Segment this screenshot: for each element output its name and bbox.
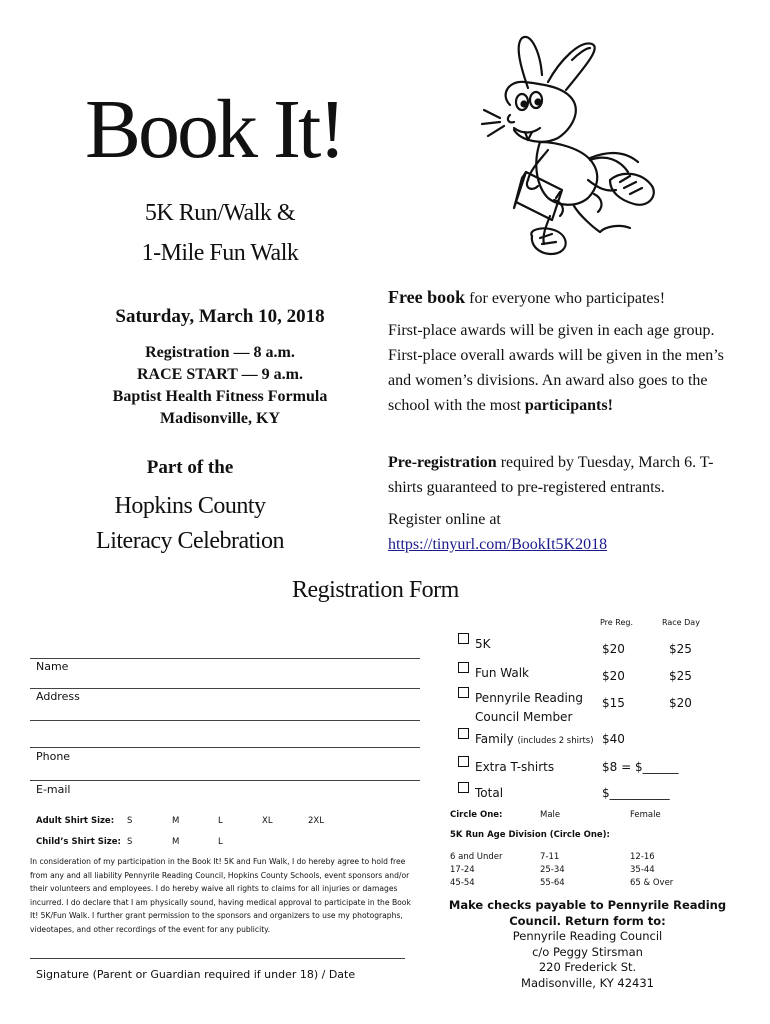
checkbox-total[interactable] [458,782,469,793]
payment-line-1: Make checks payable to Pennyrile Reading [448,898,727,912]
payment-line-5: 220 Frederick St. [538,960,637,974]
option-family-text: Family [475,732,514,746]
checkbox-council-member[interactable] [458,687,469,698]
adult-size-m[interactable]: M [172,816,180,826]
liability-waiver: In consideration of my participation in the Book It! 5K and Fun Walk, I do hereby agree to hold free from any and all liability Pennyrile Reading Council, Hopkins County Schools, event sponsors and/or their volunteers and employees. I do hereby waive all rights to claims for all injuries or damages incurred. I do declare that I am physically sound, having medical approval to participate in the Book It! 5K/Fun Walk. I further grant permission to the sponsors and organizers to use my photographs, videotapes, and other recordings of the event for any publicity. [30,857,411,934]
age-65-over[interactable]: 65 & Over [630,878,674,888]
age-6-under[interactable]: 6 and Under [450,852,503,862]
free-book-rest: for everyone who participates! [465,290,666,307]
phone-line[interactable] [30,747,420,748]
page-title: Book It! [85,83,344,176]
address-line-2[interactable] [30,720,420,721]
child-size-l[interactable]: L [218,837,223,847]
prereg-bold: Pre-registration [388,454,497,471]
age-division-label: 5K Run Age Division (Circle One): [450,830,610,840]
price-extra-tshirts[interactable]: $8 = $______ [602,760,679,774]
form-title: Registration Form [292,577,459,603]
adult-size-s[interactable]: S [127,816,133,826]
payment-line-6: Madisonville, KY 42431 [521,975,654,990]
registration-time: Registration — 8 a.m. [145,344,295,361]
free-book-bold: Free book [388,287,466,307]
checkbox-fun-walk[interactable] [458,662,469,673]
subtitle-line-1: 5K Run/Walk & [144,200,296,226]
name-line[interactable] [30,658,420,659]
gender-male[interactable]: Male [540,810,561,820]
adult-shirt-label: Adult Shirt Size: [36,816,115,826]
price-5k-pre: $20 [602,642,625,656]
city: Madisonville, KY [159,410,280,427]
child-size-s[interactable]: S [127,837,133,847]
age-7-11[interactable]: 7-11 [540,852,560,862]
register-url-link[interactable]: https://tinyurl.com/BookIt5K2018 [388,536,608,553]
payment-line-2: Council. Return form to: [509,913,666,928]
email-line[interactable] [30,780,420,781]
race-day-header: Race Day [662,618,700,627]
payment-line-4: c/o Peggy Stirsman [532,944,643,959]
address-line[interactable] [30,688,420,689]
part-of-label: Part of the [146,457,234,478]
option-family-note: (includes 2 shirts) [517,736,594,746]
signature-line[interactable] [30,958,405,959]
adult-size-xl[interactable]: XL [262,816,273,826]
price-fun-walk-day: $25 [669,669,692,683]
signature-label: Signature (Parent or Guardian required if under 18) / Date [36,968,356,981]
running-rabbit-illustration [470,30,665,260]
address-label: Address [36,690,80,703]
race-start-time: RACE START — 9 a.m. [137,366,303,383]
payment-line-3: Pennyrile Reading Council [512,929,663,943]
option-council-label-2: Council Member [475,710,573,724]
option-extra-tshirts-label: Extra T-shirts [475,760,555,774]
pre-reg-header: Pre Reg. [600,618,634,627]
circle-one-label: Circle One: [450,810,503,820]
option-5k-label: 5K [475,637,491,651]
celebration-line-1: Hopkins County [114,493,266,519]
option-family-label [475,732,594,746]
age-12-16[interactable]: 12-16 [630,852,655,862]
checkbox-family[interactable] [458,728,469,739]
age-35-44[interactable]: 35-44 [630,865,655,875]
option-council-label: Pennyrile Reading [475,691,584,705]
awards-note [388,318,733,418]
checkbox-extra-tshirts[interactable] [458,756,469,767]
age-25-34[interactable]: 25-34 [540,865,565,875]
awards-text: First-place awards will be given in each age group. First-place overall awards will be given in the men’s and women’s divisions. An award also goes to the school with the most [388,322,724,414]
subtitle-line-2: 1-Mile Fun Walk [141,240,299,266]
register-online-label: Register online at [388,511,501,528]
awards-bold: participants! [524,397,613,414]
email-label: E-mail [36,783,71,796]
option-fun-walk-label: Fun Walk [475,666,530,680]
checkbox-5k[interactable] [458,633,469,644]
gender-female[interactable]: Female [630,810,661,820]
phone-label: Phone [36,750,71,763]
price-family-pre: $40 [602,732,625,746]
prereg-rest: required by Tuesday, March 6. T-shirts guaranteed to pre-registered entrants. [388,454,714,496]
event-date: Saturday, March 10, 2018 [115,306,325,327]
child-shirt-label: Child’s Shirt Size: [36,837,121,847]
venue: Baptist Health Fitness Formula [112,388,328,405]
adult-size-l[interactable]: L [218,816,223,826]
age-55-64[interactable]: 55-64 [540,878,565,888]
price-council-pre: $15 [602,696,625,710]
age-17-24[interactable]: 17-24 [450,865,475,875]
celebration-line-2: Literacy Celebration [96,528,284,554]
age-45-54[interactable]: 45-54 [450,878,475,888]
price-5k-day: $25 [669,642,692,656]
child-size-m[interactable]: M [172,837,180,847]
option-total-label: Total [475,786,504,800]
name-label: Name [36,660,69,673]
adult-size-2xl[interactable]: 2XL [308,816,324,826]
free-book-note [388,285,733,311]
price-council-day: $20 [669,696,692,710]
preregistration-note [388,450,733,500]
price-fun-walk-pre: $20 [602,669,625,683]
price-total[interactable]: $__________ [602,786,670,800]
payment-instructions [445,898,730,991]
